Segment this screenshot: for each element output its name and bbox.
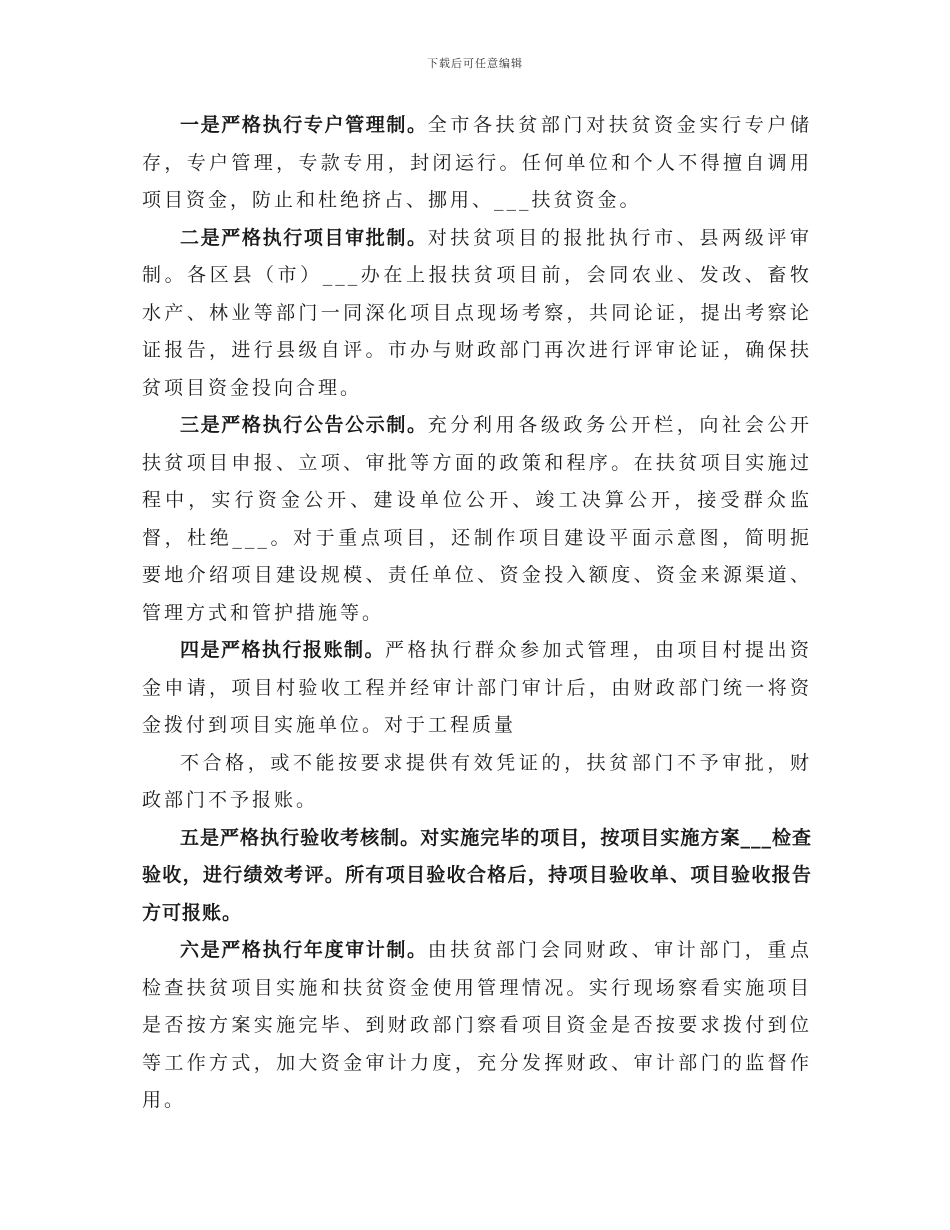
paragraph-special-account: [142, 107, 812, 220]
paragraph-body: 全市各扶贫部门对扶贫资金实行专户储存，专户管理，专款专用，封闭运行。任何单位和个人不得擅自调用项目资金，防止和杜绝挤占、挪用、___扶贫资金。: [142, 114, 812, 211]
paragraph-body: 严格执行群众参加式管理，由项目村提出资金申请，项目村验收工程并经审计部门审计后，由财政部门统一将资金拨付到项目实施单位。对于工程质量: [142, 639, 812, 736]
paragraph-acceptance-check: [142, 820, 812, 933]
paragraph-body: 充分利用各级政务公开栏，向社会公开扶贫项目申报、立项、审批等方面的政策和程序。在扶贫项目实施过程中，实行资金公开、建设单位公开、竣工决算公开，接受群众监督，杜绝___。对于重点项目，还制作项目建设平面示意图，简明扼要地介绍项目建设规模、责任单位、资金投入额度、资金来源渠道、管理方式和管护措施等。: [142, 414, 812, 624]
paragraph-lead: 二是严格执行项目审批制。: [180, 226, 428, 249]
paragraph-lead: 四是严格执行报账制。: [180, 639, 385, 661]
paragraph-lead: 六是严格执行年度审计制。: [180, 939, 428, 961]
paragraph-lead: 一是严格执行专户管理制。: [180, 114, 428, 136]
paragraph-reimbursement-continued: [142, 745, 812, 820]
paragraph-lead: 五是严格执行验收考核制。: [180, 826, 421, 849]
paragraph-lead: 三是严格执行公告公示制。: [180, 414, 428, 436]
paragraph-body: 由扶贫部门会同财政、审计部门，重点检查扶贫项目实施和扶贫资金使用管理情况。实行现场察看实施项目是否按方案实施完毕、到财政部门察看项目资金是否按要求拨付到位等工作方式，加大资金审计力度，充分发挥财政、审计部门的监督作用。: [142, 939, 812, 1111]
paragraph-project-approval: [142, 220, 812, 408]
paragraph-public-notice: [142, 407, 812, 632]
paragraph-body: 对实施完毕的项目，按项目实施方案___检查验收，进行绩效考评。所有项目验收合格后，持项目验收单、项目验收报告方可报账。: [142, 826, 812, 924]
paragraph-reimbursement: [142, 632, 812, 745]
page-header: 下载后可任意编辑: [427, 57, 523, 70]
document-body: [142, 107, 812, 1120]
paragraph-body: 不合格，或不能按要求提供有效凭证的，扶贫部门不予审批，财政部门不予报账。: [142, 751, 812, 811]
paragraph-body: 对扶贫项目的报批执行市、县两级评审制。各区县（市）___办在上报扶贫项目前，会同农业、发改、畜牧水产、林业等部门一同深化项目点现场考察，共同论证，提出考察论证报告，进行县级自评。市办与财政部门再次进行评审论证，确保扶贫项目资金投向合理。: [142, 226, 812, 399]
paragraph-annual-audit: [142, 932, 812, 1120]
